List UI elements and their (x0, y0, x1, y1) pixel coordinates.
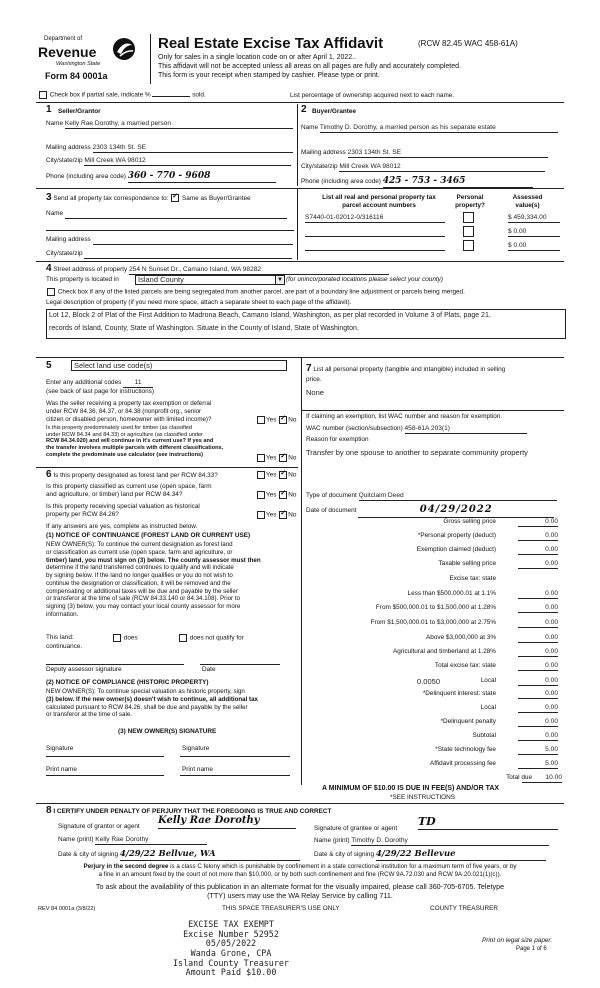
buyer-phone-row: Phone (including area code) 425 - 753 - 3465 (301, 176, 533, 188)
buyer-phone-field[interactable]: 425 - 753 - 3465 (383, 176, 533, 188)
deputy-signature-label: Deputy assessor signature (46, 666, 122, 673)
does-not-checkbox[interactable] (179, 634, 187, 642)
personal-property-checkbox-1[interactable] (463, 212, 474, 226)
taxable-selling-price-label: Taxable selling price (438, 560, 496, 567)
historic-yes-no: Yes ✓ No (256, 511, 296, 520)
if-yes-note: If any answers are yes, complete as instructed below. (46, 523, 198, 530)
current-use-yes-no: Yes ✓ No (256, 491, 296, 500)
wac-row: WAC number (section/subsection) 458-61A 203(1) (306, 425, 527, 434)
notice-compliance-text: NEW OWNER(S): To continue special valuation as historic property, sign (3) below. If the new owner(s) doesn't wish to continue, all additional tax calculated pursuant to RCW 84.26, shall be due and payable by the seller or transferor at the time of sale. (46, 688, 258, 719)
seller-address-row: Mailing address 2303 134th St. SE (46, 144, 293, 153)
legal-paper-note: Print on legal size paper. (482, 937, 553, 944)
see-back-note: (see back of last page for instructions) (46, 388, 154, 395)
county-row: This property is located in (46, 276, 119, 283)
county-select[interactable]: Island County ▼ (135, 275, 285, 285)
buyer-address-row: Mailing address 2303 134th St. SE (301, 149, 548, 158)
gross-selling-price-value[interactable]: 0.00 (518, 518, 558, 527)
grantee-date-city-field[interactable]: 4/29/22 Bellevue (376, 849, 546, 861)
notice-continuance-text: NEW OWNER(S): To continue the current designation as forest land or classification as current use (open space, farm and agriculture, or timber) land, you must sign on (3) below. The county assessor must then determine if the land transferred continues to qualify and will indicate by signing below. If the land no longer qualifies or you do not wish to continue the designation or classification, it will be removed and the compensating or additional taxes will be due and payable by the seller or transferor at the time of sale (RCW 84.33.140 or 84.34.108). Prior to signing (3) below, you may contact your local county assessor for more information. (46, 541, 261, 618)
divider (36, 261, 564, 262)
does-not-option: does not qualify for (178, 634, 244, 643)
historic-no-checkbox[interactable] (279, 511, 287, 519)
land-use-select[interactable]: Select land use code(s) (71, 360, 287, 371)
parcel-header: List all real and personal property tax parcel account numbers (322, 194, 436, 209)
parcel-number-field-3[interactable] (305, 242, 445, 251)
divider (301, 410, 564, 411)
street-address-field[interactable]: 254 N Sunset Dr., Camano Island, WA 98282 (129, 266, 389, 275)
personal-property-deduct-value[interactable]: 0.00 (518, 532, 558, 541)
does-checkbox[interactable] (113, 634, 121, 642)
exemption-intro: If claiming an exemption, list WAC number and reason for exemption. (306, 413, 503, 420)
segregated-checkbox[interactable] (47, 288, 55, 296)
correspondence-address-row: Mailing address (46, 236, 293, 245)
tier4-label: Above $3,000,000 at 3% (426, 634, 496, 641)
delinquent-interest-state-value[interactable]: 0.00 (518, 690, 558, 699)
reason-field[interactable]: Transfer by one spouse to another to separate community property (306, 448, 528, 457)
seller-heading: Seller/Grantor (58, 108, 101, 115)
rcw-reference: (RCW 82.45 WAC 458-61A) (418, 39, 518, 48)
dor-logo (36, 36, 146, 86)
personal-property-header: Personal property? (455, 194, 485, 209)
doc-type-field[interactable]: Quitclaim Deed (359, 492, 557, 501)
total-excise-state-label: Total excise tax: state (434, 662, 496, 669)
total-due-label: Total due (506, 774, 532, 781)
seller-city-row: City/state/zip Mill Creek WA 98012 (46, 157, 291, 166)
signature-label-1: Signature (46, 745, 74, 752)
form-number: Form 84 0001a (45, 71, 108, 81)
does-option: does (112, 634, 138, 643)
personal-property-value[interactable]: None (306, 388, 324, 397)
delinquent-interest-local-value[interactable]: 0.00 (518, 704, 558, 713)
deputy-date-line[interactable] (200, 664, 280, 665)
tier2-value[interactable]: 0.00 (518, 604, 558, 613)
header-note-3: This form is your receipt when stamped by cashier. Please type or print. (158, 72, 380, 79)
taxable-selling-price-value[interactable]: 0.00 (518, 560, 558, 569)
divider (36, 803, 564, 804)
total-due-value[interactable]: 10.00 (522, 774, 562, 783)
header-note-1: Only for sales in a single location code on or after April 1, 2022.. (158, 54, 357, 61)
personal-property-deduct-label: *Personal property (deduct) (417, 532, 496, 539)
see-instructions: *SEE INSTRUCTIONS (390, 794, 455, 801)
continuance-word: continuance. (46, 643, 83, 650)
divider (297, 104, 298, 186)
local-tax-label: Local (480, 677, 496, 684)
list-percentage-note: List percentage of ownership acquired next to each name. (290, 92, 455, 99)
personal-property-checkbox-2[interactable] (463, 226, 474, 240)
tier4-value[interactable]: 0.00 (518, 634, 558, 643)
buyer-name-field[interactable]: Timothy D. Dorothy, a married person as his separate estate (320, 124, 558, 133)
this-land-label: This land: (46, 634, 74, 641)
assessed-value-field-3[interactable]: $ 0.00 (508, 242, 560, 251)
new-owner-signature-line-1[interactable] (46, 756, 164, 757)
divider (46, 230, 294, 231)
personal-property-checkbox-3[interactable] (463, 240, 474, 254)
notice-continuance-title: (1) NOTICE OF CONTINUANCE (FOREST LAND OR CURRENT USE) (46, 532, 251, 539)
section-3-row: 3 Send all property tax correspondence to: ✓ Same as Buyer/Grantee (46, 192, 251, 205)
print-name-label-1: Print name (46, 766, 77, 773)
grantor-name-row: Name (print) Kelly Rae Dorothy (58, 836, 207, 845)
county-hint: (for unincorporated locations please select your county) (286, 276, 444, 283)
wac-number-field[interactable]: 458-61A 203(1) (405, 425, 527, 434)
exemption-yes-no: Yes ✓ No (256, 416, 296, 425)
doc-type-row: Type of document Quitclaim Deed (306, 492, 557, 501)
affidavit-fee-value[interactable]: 5.00 (518, 760, 558, 769)
correspondence-address-field[interactable] (93, 236, 293, 245)
partial-sale-row: Check box if partial sale, indicate % sold. (38, 91, 206, 100)
historic-question: Is this property receiving special valuation as historical property per RCW 84.26? (46, 503, 200, 518)
divider (36, 467, 298, 468)
seller-city-field[interactable]: Mill Creek WA 98012 (84, 157, 291, 166)
additional-codes-field[interactable]: 11 (123, 379, 153, 388)
subtotal-value[interactable]: 0.00 (518, 732, 558, 741)
minimum-due-note: A MINIMUM OF $10.00 IS DUE IN FEE(S) AND/OR TAX (322, 785, 500, 792)
correspondence-city-field[interactable] (84, 250, 292, 259)
header-divider (150, 34, 151, 84)
forest-question: 6 Is this property designated as forest land per RCW 84.33? (46, 469, 218, 480)
timber-yes-no: Yes ✓ No (256, 454, 296, 463)
street-address-row: 4 Street address of property 254 N Sunset Dr., Camano Island, WA 98282 (46, 263, 389, 276)
current-use-no-checkbox[interactable] (279, 491, 287, 499)
reason-label: Reason for exemption (306, 436, 369, 443)
personal-property-prompt: 7 List all personal property (tangible and intangible) included in selling price. (306, 363, 506, 383)
correspondence-city-row: City/state/zip (46, 250, 292, 259)
assessed-value-field-1[interactable]: $ 459,334.00 (508, 214, 560, 223)
certify-row: 8 I CERTIFY UNDER PENALTY OF PERJURY THAT THE FOREGOING IS TRUE AND CORRECT (46, 805, 332, 816)
tier2-label: From $500,000.01 to $1,500,000 at 1.28% (375, 604, 496, 611)
print-name-label-2: Print name (182, 766, 213, 773)
tier3-label: From $1,500,000.01 to $3,000,000 at 2.75% (370, 619, 496, 626)
assessed-value-field-2[interactable]: $ 0.00 (508, 228, 560, 237)
dept-of: Department of (44, 36, 83, 42)
new-owner-signature-line-2[interactable] (180, 756, 290, 757)
county-treasurer: COUNTY TREASURER (430, 905, 498, 912)
same-as-buyer-checkbox[interactable] (171, 194, 179, 202)
delinquent-interest-state-label: *Delinquent interest: state (422, 690, 496, 697)
grantor-date-row: Date & city of signing 4/29/22 Bellvue, WA (58, 849, 300, 861)
seller-name-field[interactable]: Kelly Rae Dorothy, a married person (65, 120, 293, 129)
deputy-signature-line[interactable] (46, 664, 184, 665)
tier1-value[interactable]: 0.00 (518, 590, 558, 599)
grantee-signature-label: Signature of grantee or agent (314, 825, 398, 832)
buyer-name-row: Name Timothy D. Dorothy, a married person as his separate estate (301, 124, 558, 133)
grantor-signature-label: Signature of grantor or agent (58, 823, 140, 830)
partial-sale-checkbox[interactable] (39, 91, 47, 99)
agricultural-label: Agricultural and timberland at 1.28% (392, 648, 496, 655)
current-use-yes-checkbox[interactable] (257, 491, 265, 499)
grantor-name-field[interactable]: Kelly Rae Dorothy (95, 836, 207, 845)
exemption-question: Was the seller receiving a property tax exemption or deferral under RCW 84.36, 84.37, or 84.38 (nonprofit org., senior citizen or disabled person, homeowner with limited income)? (46, 400, 212, 423)
divider (36, 357, 564, 358)
correspondence-name-field[interactable] (65, 210, 287, 219)
subtotal-label: Subtotal (472, 732, 496, 739)
delinquent-interest-local-label: Local (480, 704, 496, 711)
buyer-address-field[interactable]: 2303 134th St. SE (348, 149, 548, 158)
perjury-notice: Perjury in the second degree is a class C felony which is punishable by confinement in a state correctional institution for a maximum term of five years, or by a fine in an amount fixed by the court of not more than $10,000, or by both such confinement and fine (RCW 9A.72.030 and RCW 9A.20.021(1)(c)). (83, 863, 517, 878)
grantor-signature[interactable]: Kelly Rae Dorothy (158, 815, 296, 829)
exemption-claimed-value[interactable]: 0.00 (518, 546, 558, 555)
timber-question: Is this property predominately used for timber (as classified under RCW 84.34 and 84.33) or agriculture (as classified under RCW 84.34.020) and will continue in it's current use? If yes and the transfer involves multiple parcels with different classifications, complete the predominate use calculator (see instructions) (46, 425, 224, 458)
grantee-name-row: Name (print) Timothy D. Dorothy (314, 837, 549, 846)
notice-compliance-title: (2) NOTICE OF COMPLIANCE (HISTORIC PROPERTY) (46, 679, 209, 686)
delinquent-penalty-value[interactable]: 0.00 (518, 718, 558, 727)
excise-tax-state-label: Excise tax: state (449, 575, 496, 582)
header-note-2: This affidavit will not be accepted unless all areas on all pages are fully and accurately completed. (158, 63, 461, 70)
additional-codes-row: Enter any additional codes 11 (46, 379, 153, 388)
dor-logo-icon (110, 36, 138, 62)
new-owner-signature-title: (3) NEW OWNER(S) SIGNATURE (118, 728, 217, 735)
assessed-value-header: Assessed value(s) (512, 194, 543, 209)
segregated-row: Check box if any of the listed parcels are being segregated from another parcel, are part of a boundary line adjustment or parcels being merged. (46, 288, 465, 297)
doc-date-row: Date of document 04/29/2022 (306, 504, 554, 518)
local-rate: 0.0050 (417, 677, 440, 686)
parcel-number-field-1[interactable]: S7440-01-02012-0/316116 (305, 214, 445, 223)
seller-address-field[interactable]: 2303 134th St. SE (93, 144, 293, 153)
timber-no-checkbox[interactable] (279, 454, 287, 462)
tax-calculation-table (302, 518, 564, 768)
page-number: Page 1 of 6 (516, 946, 547, 952)
deputy-date-label: Date (202, 666, 216, 673)
forest-no-checkbox[interactable] (279, 471, 287, 479)
parcel-number-field-2[interactable] (305, 228, 445, 237)
form-title: Real Estate Excise Tax Affidavit (158, 35, 384, 52)
tier1-label: Less than $500,000.01 at 1.1% (407, 590, 496, 597)
exemption-claimed-label: Exemption claimed (deduct) (416, 546, 496, 553)
historic-yes-checkbox[interactable] (257, 511, 265, 519)
state-technology-fee-value[interactable]: 5.00 (518, 746, 558, 755)
exemption-no-checkbox[interactable] (279, 416, 287, 424)
section-2-number: 2 (301, 104, 307, 115)
forest-yes-no: Yes ✓ No (256, 471, 296, 480)
correspondence-name-row: Name (46, 210, 287, 219)
legal-description-label: Legal description of property (if you need more space, attach a separate sheet to each page of the affidavit). (46, 299, 352, 306)
gross-selling-price-label: Gross selling price (443, 518, 496, 525)
forest-yes-checkbox[interactable] (257, 471, 265, 479)
grantee-name-field[interactable]: Timothy D. Dorothy (351, 837, 549, 846)
grantee-signature[interactable]: TD (418, 815, 558, 830)
grantor-date-city-field[interactable]: 4/29/22 Bellvue, WA (120, 849, 300, 861)
section-5-number: 5 (46, 360, 52, 371)
legal-description-field[interactable]: Lot 12, Block 2 of Plat of the First Addition to Madrona Beach, Camano Island, Washington, as per plat recorded in Volume 3 of Plats, page 21, records of Island, County, State of Washington. Situate in the County of Island, State of Washington. (46, 309, 566, 339)
state-name: Washington State (56, 61, 101, 67)
partial-percent-field[interactable] (152, 96, 190, 97)
agricultural-value[interactable]: 0.00 (518, 648, 558, 657)
doc-date-field[interactable]: 04/29/2022 (358, 504, 554, 518)
seller-name-row: Name Kelly Rae Dorothy, a married person (46, 120, 293, 129)
revision-number: REV 84 0001a (3/8/22) (38, 906, 96, 912)
divider (36, 102, 564, 103)
local-tax-value[interactable]: 0.00 (518, 677, 558, 686)
section-1-number: 1 (46, 104, 52, 115)
revenue-word: Revenue (38, 44, 97, 60)
treasurer-use-only: THIS SPACE TREASURER'S USE ONLY (222, 905, 340, 912)
timber-yes-checkbox[interactable] (257, 454, 265, 462)
treasurer-stamp: EXCISE TAX EXEMPT Excise Number 52952 05/05/2022 Wanda Grone, CPA Island County Treasurer Amount Paid $10.00 (173, 919, 289, 978)
alternate-format-notice: To ask about the availability of this publication in an alternate format for the visually impaired, please call 360-705-6705. Teletype (TTY) users may use the WA Relay Service by calling 711. (95, 882, 505, 900)
current-use-question: Is this property classified as current use (open space, farm and agriculture, or timber) land per RCW 84.34? (46, 483, 212, 498)
affidavit-fee-label: Affidavit processing fee (430, 760, 496, 767)
delinquent-penalty-label: *Delinquent penalty (440, 718, 496, 725)
buyer-city-field[interactable]: Mill Creek WA 98012 (339, 163, 545, 172)
buyer-heading: Buyer/Grantee (312, 108, 357, 115)
state-technology-fee-label: *State technology fee (435, 746, 496, 753)
total-excise-state-value[interactable]: 0.00 (518, 662, 558, 671)
tier3-value[interactable]: 0.00 (518, 619, 558, 628)
divider (36, 188, 564, 189)
seller-phone-field[interactable]: 360 - 770 - 9608 (128, 171, 276, 183)
grantee-date-row: Date & city of signing 4/29/22 Bellevue (314, 849, 546, 861)
exemption-yes-checkbox[interactable] (257, 416, 265, 424)
chevron-down-icon[interactable]: ▼ (275, 276, 284, 284)
new-owner-print-line-1[interactable] (46, 775, 164, 776)
buyer-city-row: City/state/zip Mill Creek WA 98012 (301, 163, 545, 172)
new-owner-print-line-2[interactable] (180, 775, 290, 776)
signature-label-2: Signature (182, 745, 210, 752)
divider (297, 188, 298, 260)
seller-phone-row: Phone (including area code) 360 - 770 - 9608 (46, 171, 276, 183)
